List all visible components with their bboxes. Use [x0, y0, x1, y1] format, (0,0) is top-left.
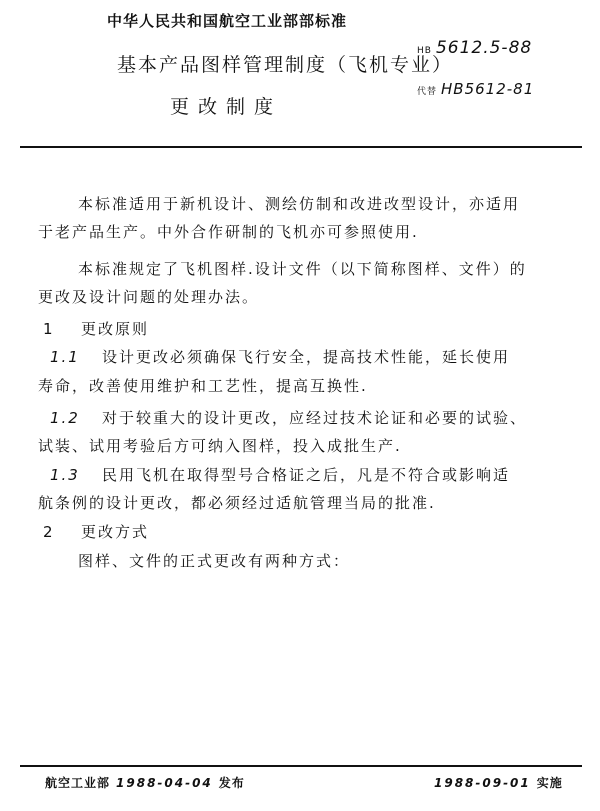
intro-paragraph-line-2: 于老产品生产。中外合作研制的飞机亦可参照使用. — [38, 223, 419, 241]
footer-divider — [20, 765, 582, 767]
clause-text: 对于较重大的设计更改，应经过技术论证和必要的试验、 — [102, 409, 528, 427]
clause-1-2-line-1 — [50, 407, 527, 428]
supersedes-label: 代替 — [417, 87, 438, 97]
clause-number: 1.1 — [50, 348, 80, 366]
section-1-heading — [43, 318, 149, 339]
standard-number-label: HB — [417, 46, 432, 56]
document-title: 基本产品图样管理制度（飞机专业） — [117, 54, 454, 76]
effective-info — [428, 774, 563, 791]
issue-date: 1988-04-04 — [116, 776, 213, 790]
section-title: 更改方式 — [81, 523, 150, 541]
clause-1-3-line-2: 航条例的设计更改，都必须经过适航管理当局的批准. — [38, 494, 436, 512]
clause-number: 1.3 — [50, 466, 80, 484]
standard-number-value: 5612.5-88 — [435, 38, 533, 58]
section-2-text: 图样、文件的正式更改有两种方式： — [78, 552, 351, 570]
clause-1-1-line-1 — [50, 346, 510, 367]
issue-label: 发布 — [218, 776, 245, 790]
header-divider — [20, 146, 582, 148]
supersedes-value: HB5612-81 — [441, 80, 535, 98]
supersedes-number — [417, 80, 534, 98]
document-subtitle: 更改制度 — [170, 96, 283, 118]
clause-1-3-line-1 — [50, 464, 510, 485]
standard-number — [417, 38, 532, 58]
scope-paragraph-line-2: 更改及设计问题的处理办法。 — [38, 288, 260, 306]
issuing-authority: 中华人民共和国航空工业部部标准 — [107, 12, 348, 30]
intro-paragraph-line-1: 本标准适用于新机设计、测绘仿制和改进改型设计，亦适用 — [78, 195, 521, 213]
clause-text: 民用飞机在取得型号合格证之后，凡是不符合或影响适 — [102, 466, 511, 484]
issuer: 航空工业部 — [45, 776, 111, 790]
effective-date: 1988-09-01 — [434, 776, 531, 790]
clause-1-1-line-2: 寿命，改善使用维护和工艺性，提高互换性. — [38, 377, 368, 395]
section-number: 2 — [43, 523, 55, 541]
clause-number: 1.2 — [50, 409, 80, 427]
effective-label: 实施 — [536, 776, 563, 790]
clause-1-2-line-2: 试装、试用考验后方可纳入图样，投入成批生产. — [38, 437, 402, 455]
section-number: 1 — [43, 320, 55, 338]
issue-info — [45, 774, 245, 791]
scope-paragraph-line-1: 本标准规定了飞机图样.设计文件（以下简称图样、文件）的 — [78, 260, 527, 278]
section-title: 更改原则 — [81, 320, 150, 338]
clause-text: 设计更改必须确保飞行安全，提高技术性能，延长使用 — [102, 348, 511, 366]
section-2-heading — [43, 521, 149, 542]
